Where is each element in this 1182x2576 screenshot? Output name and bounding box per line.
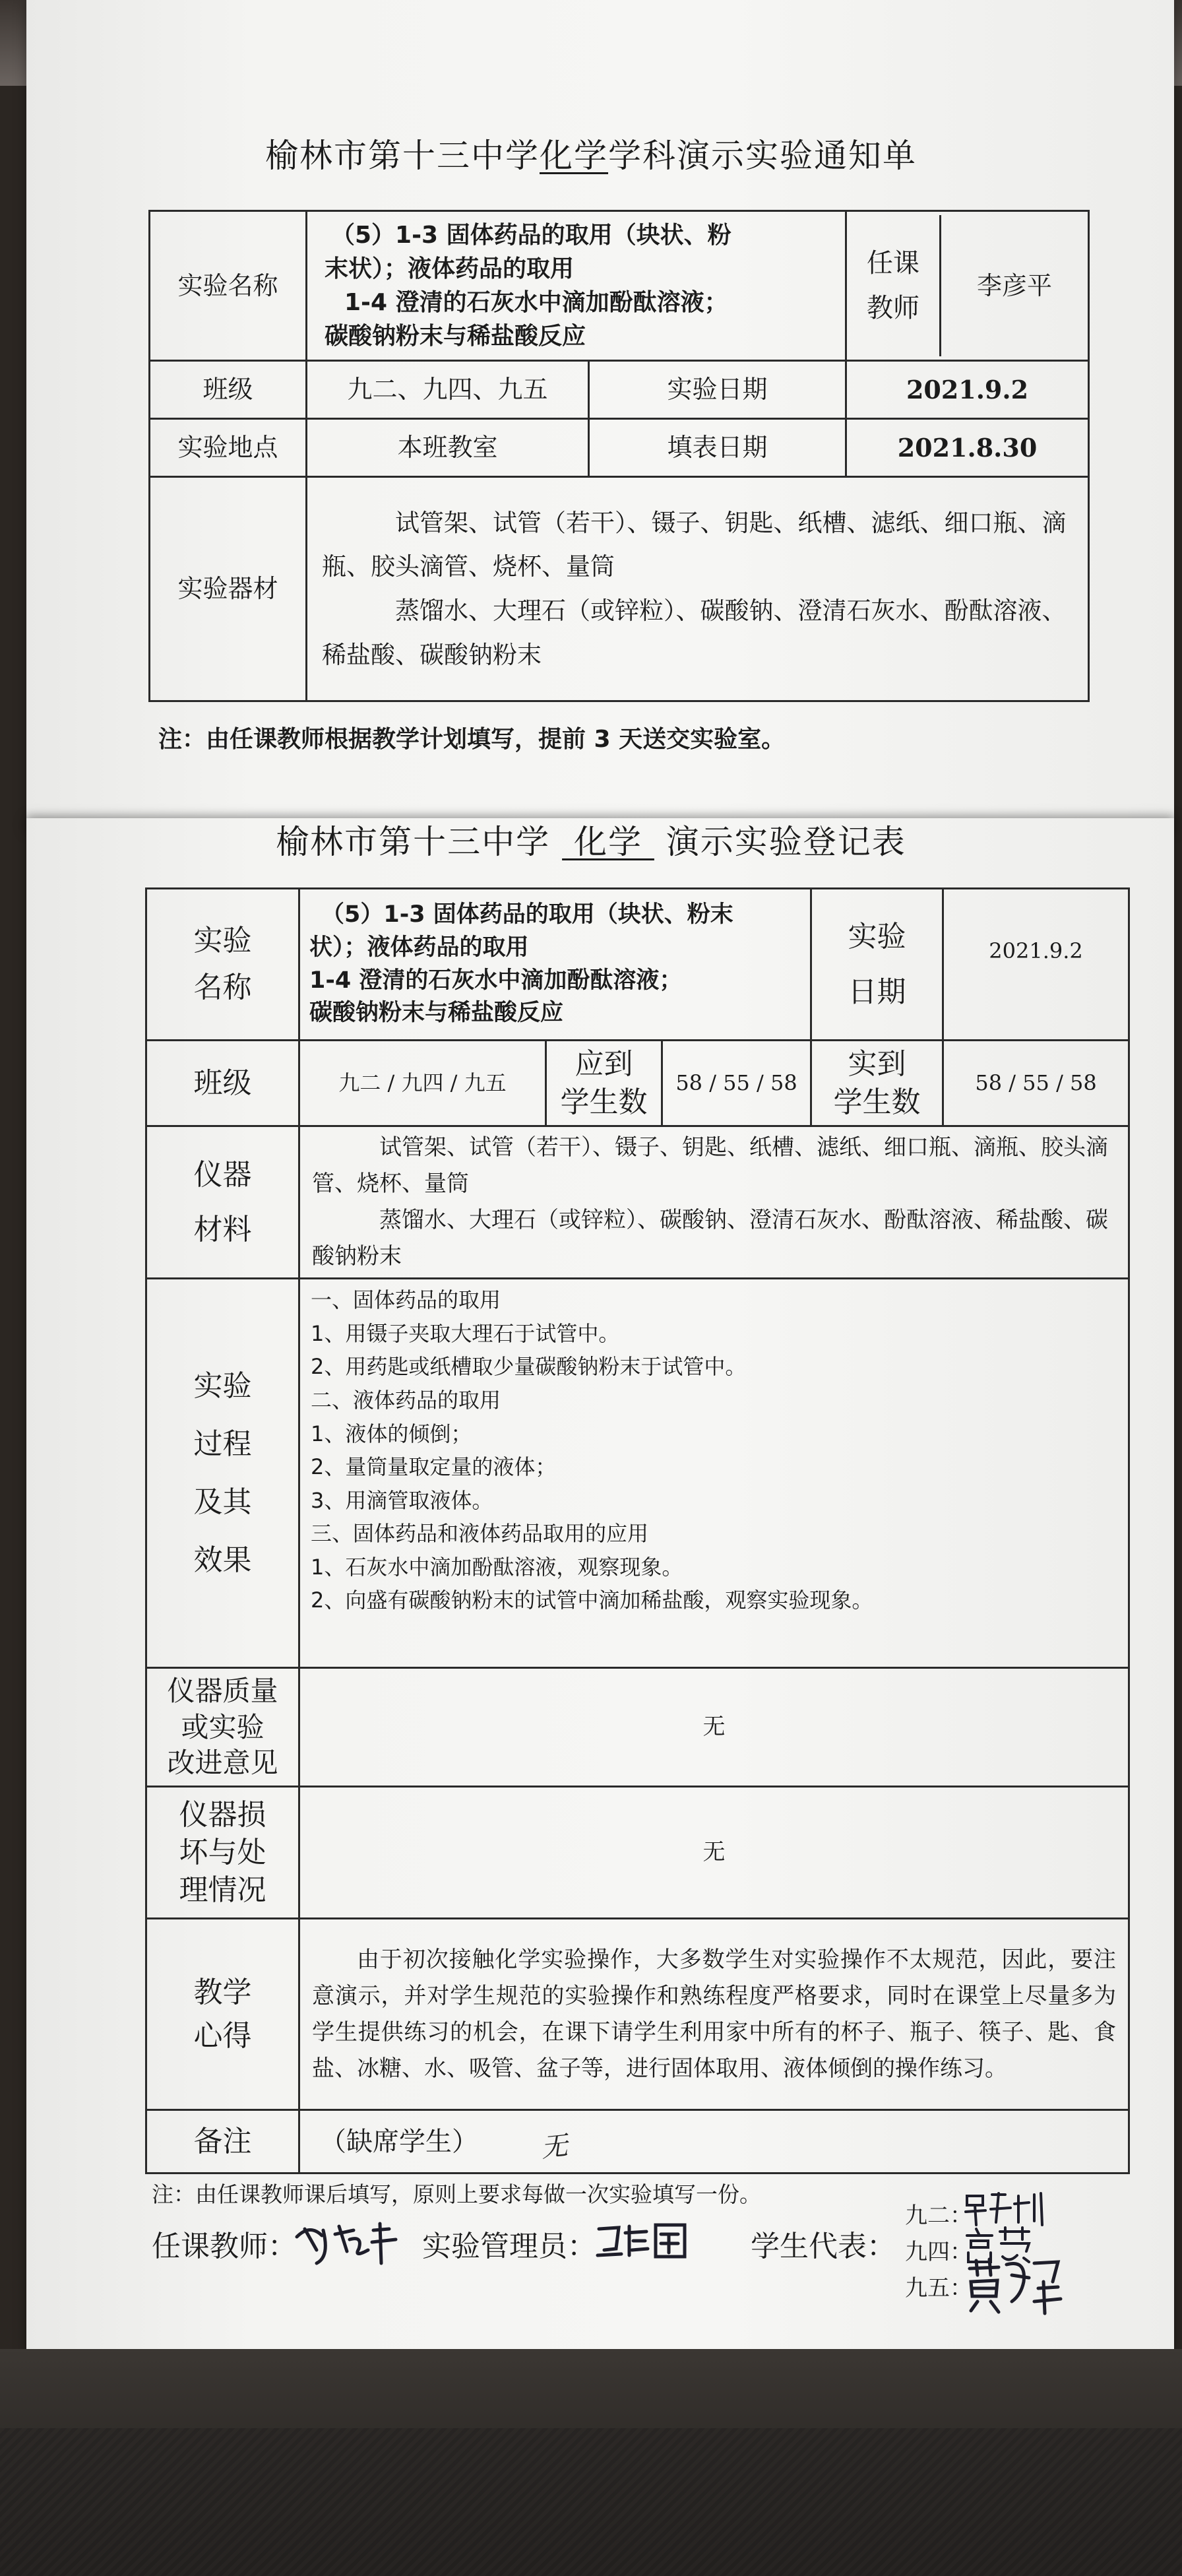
record-label-name-l1: 实验 <box>193 924 252 958</box>
record-process-value <box>299 1279 1129 1668</box>
process-line: 2、量筒量取定量的液体； <box>311 1454 557 1480</box>
record-damage-value: 无 <box>299 1787 1129 1919</box>
record-label-process-l4: 效果 <box>193 1543 252 1577</box>
process-line: 2、向盛有碳酸钠粉末的试管中滴加稀盐酸，观察实验现象。 <box>311 1588 873 1613</box>
record-label-name-l2: 名称 <box>193 970 252 1004</box>
record-label-expected <box>546 1041 662 1126</box>
record-class-value: 九二 / 九四 / 九五 <box>299 1041 546 1126</box>
record-experiment-name <box>299 889 811 1041</box>
manager-signature <box>595 2217 694 2263</box>
record-exp-line: （5）1-3 固体药品的取用（块状、粉末 <box>321 901 733 928</box>
process-line: 2、用药匙或纸槽取少量碳酸钠粉末于试管中。 <box>311 1354 747 1380</box>
record-label-expected-l2: 学生数 <box>560 1085 648 1119</box>
record-label-reflection <box>146 1919 299 2110</box>
record-exp-line: 1-4 澄清的石灰水中滴加酚酞溶液； <box>309 967 683 994</box>
record-row-quality <box>146 1668 1129 1787</box>
notice-exp-line: 1-4 澄清的石灰水中滴加酚酞溶液； <box>344 289 728 317</box>
process-line: 二、液体药品的取用 <box>311 1387 501 1413</box>
record-title-subject <box>562 823 654 861</box>
notice-location-value: 本班教室 <box>307 419 589 477</box>
record-reflection-value: 由于初次接触化学实验操作，大多数学生对实验操作不太规范，因此，要注意演示，并对学生规范的实验操作和熟练程度严格要求，同时在课堂上尽量多为学生提供练习的机会，在课下请学生利用家中所有的杯子、瓶子、筷子、匙、食盐、冰糖、水、吸管、盆子等，进行固体取用、液体倾倒的操作练习。 <box>299 1919 1129 2110</box>
record-materials-line: 试管架、试管（若干）、镊子、钥匙、纸槽、滤纸、细口瓶、滴瓶、胶头滴管、烧杯、量筒 <box>312 1134 1108 1198</box>
record-label-actual-l1: 实到 <box>848 1047 906 1081</box>
record-label-materials-l2: 材料 <box>193 1213 252 1247</box>
record-row-class <box>146 1041 1129 1126</box>
process-line: 三、固体药品和液体药品取用的应用 <box>311 1521 649 1547</box>
notice-title-suffix: 学科演示实验通知单 <box>608 137 917 175</box>
record-row-materials <box>146 1126 1129 1279</box>
record-label-actual-l2: 学生数 <box>833 1085 921 1119</box>
record-label-date-l1: 实验 <box>848 919 906 953</box>
notice-exp-line: 末状）；液体药品的取用 <box>325 255 575 283</box>
record-materials-value <box>299 1126 1129 1279</box>
teacher-signature <box>290 2210 416 2270</box>
notice-title-subject: 化学 <box>540 137 608 175</box>
record-footnote: 注：由任课教师课后填写，原则上要求每做一次实验填写一份。 <box>152 2181 761 2207</box>
notice-label-teacher <box>847 215 941 356</box>
notice-fill-date-value: 2021.8.30 <box>846 419 1089 477</box>
notice-equipment-line: 试管架、试管（若干）、镊子、钥匙、纸槽、滤纸、细口瓶、滴瓶、胶头滴管、烧杯、量筒 <box>322 508 1067 581</box>
record-row-name <box>146 889 1129 1041</box>
process-line: 一、固体药品的取用 <box>311 1287 501 1313</box>
notice-class-value: 九二、九四、九五 <box>307 361 589 419</box>
notice-title <box>0 129 1182 177</box>
process-line: 1、液体的倾倒； <box>311 1421 472 1446</box>
notice-experiment-name <box>307 211 846 361</box>
notice-row-class <box>150 361 1089 419</box>
record-label-damage-l3: 理情况 <box>179 1873 266 1908</box>
record-materials-line: 蒸馏水、大理石（或锌粒）、碳酸钠、澄清石灰水、酚酞溶液、稀盐酸、碳酸钠粉末 <box>312 1207 1108 1270</box>
rep-signature-92 <box>963 2189 1055 2228</box>
record-expected-value: 58 / 55 / 58 <box>662 1041 811 1126</box>
record-label-expected-l1: 应到 <box>575 1047 633 1081</box>
record-label-process-l2: 过程 <box>193 1427 252 1461</box>
record-row-damage <box>146 1787 1129 1919</box>
record-label-materials <box>146 1126 299 1279</box>
record-label-class: 班级 <box>146 1041 299 1126</box>
record-table <box>145 887 1130 2174</box>
record-label-name <box>146 889 299 1041</box>
record-label-reflection-l2: 心得 <box>193 2018 252 2053</box>
record-title-suffix: 演示实验登记表 <box>666 823 906 861</box>
notice-label-exp-date: 实验日期 <box>589 361 846 419</box>
notice-equipment-line: 蒸馏水、大理石（或锌粒）、碳酸钠、澄清石灰水、酚酞溶液、稀盐酸、碳酸钠粉末 <box>322 596 1067 669</box>
record-actual-value: 58 / 55 / 58 <box>943 1041 1129 1126</box>
process-line: 3、用滴管取液体。 <box>311 1487 493 1513</box>
record-label-quality-l3: 改进意见 <box>167 1747 278 1780</box>
notice-label-teacher-l2: 教师 <box>867 293 919 324</box>
record-label-process-l3: 及其 <box>193 1485 252 1519</box>
record-label-date <box>811 889 943 1041</box>
notice-teacher-cell <box>846 211 1089 361</box>
notice-table <box>148 210 1090 702</box>
record-label-reflection-l1: 教学 <box>193 1975 252 2009</box>
notice-row-location <box>150 419 1089 477</box>
rep-signature-95 <box>966 2255 1065 2316</box>
record-row-remarks <box>146 2110 1129 2174</box>
rep-class-94: 九四： <box>905 2239 972 2265</box>
notice-exp-line: 碳酸钠粉末与稀盐酸反应 <box>325 323 586 350</box>
notice-row-name <box>150 211 1089 361</box>
record-date-value: 2021.9.2 <box>943 889 1129 1041</box>
record-label-materials-l1: 仪器 <box>193 1157 252 1192</box>
notice-footnote: 注：由任课教师根据教学计划填写，提前 3 天送交实验室。 <box>158 726 786 753</box>
record-label-damage <box>146 1787 299 1919</box>
notice-label-class: 班级 <box>150 361 307 419</box>
record-row-process <box>146 1279 1129 1668</box>
notice-label-location: 实验地点 <box>150 419 307 477</box>
record-remarks-value: （缺席学生） <box>299 2110 1129 2174</box>
notice-equipment-value <box>307 477 1089 701</box>
record-label-date-l2: 日期 <box>848 975 906 1009</box>
notice-title-prefix: 榆林市第十三中学 <box>265 137 540 175</box>
record-title-subject-text: 化学 <box>574 823 642 861</box>
teacher-sign-label: 任课教师： <box>152 2230 297 2263</box>
record-exp-line: 碳酸钠粉末与稀盐酸反应 <box>309 1000 564 1027</box>
record-label-remarks: 备注 <box>146 2110 299 2174</box>
record-label-quality <box>146 1668 299 1787</box>
notice-label-teacher-l1: 任课 <box>867 248 919 279</box>
record-label-quality-l2: 或实验 <box>181 1710 264 1743</box>
record-label-process-l1: 实验 <box>193 1368 252 1403</box>
record-label-damage-l2: 坏与处 <box>179 1836 266 1870</box>
notice-label-equipment: 实验器材 <box>150 477 307 701</box>
notice-teacher-value: 李彦平 <box>976 271 1052 300</box>
record-title <box>0 816 1182 863</box>
notice-exp-line: （5）1-3 固体药品的取用（块状、粉 <box>331 222 731 249</box>
background-bottom <box>0 2349 1182 2576</box>
rep-class-92: 九二： <box>905 2203 972 2229</box>
record-label-actual <box>811 1041 943 1126</box>
record-label-process <box>146 1279 299 1668</box>
notice-row-equipment <box>150 477 1089 701</box>
rep-sign-label: 学生代表： <box>751 2230 896 2263</box>
notice-label-fill-date: 填表日期 <box>589 419 846 477</box>
record-exp-line: 状）；液体药品的取用 <box>309 934 529 961</box>
record-row-reflection <box>146 1919 1129 2110</box>
notice-label-name: 实验名称 <box>150 211 307 361</box>
rep-class-95: 九五： <box>905 2275 972 2302</box>
record-quality-value: 无 <box>299 1668 1129 1787</box>
process-line: 1、用镊子夹取大理石于试管中。 <box>311 1320 620 1346</box>
record-title-prefix: 榆林市第十三中学 <box>276 823 551 861</box>
absent-handwritten: 无 <box>540 2131 569 2164</box>
manager-sign-label: 实验管理员： <box>422 2230 596 2263</box>
process-line: 1、石灰水中滴加酚酞溶液，观察现象。 <box>311 1554 683 1580</box>
notice-exp-date-value: 2021.9.2 <box>846 361 1089 419</box>
record-label-damage-l1: 仪器损 <box>179 1798 266 1832</box>
record-label-quality-l1: 仪器质量 <box>167 1674 278 1707</box>
